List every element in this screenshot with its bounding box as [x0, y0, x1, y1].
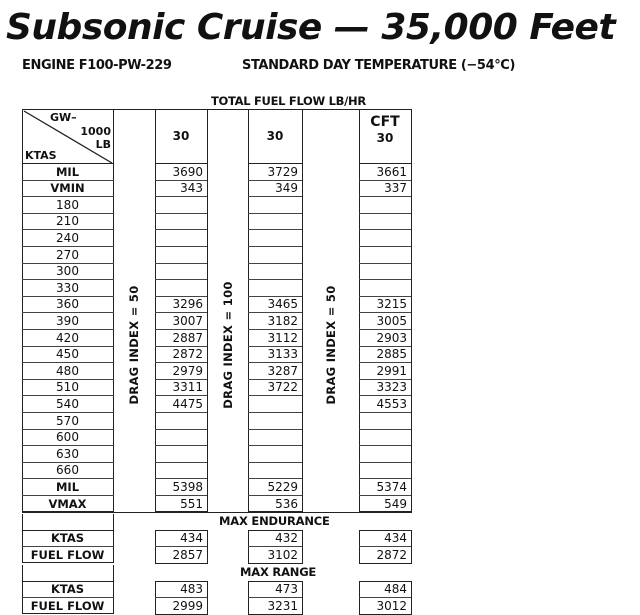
table-cell-value: 3215: [376, 297, 407, 312]
table-cell-value: 343: [180, 181, 203, 196]
table-cell-value: 3007: [172, 313, 203, 328]
table-cell-value: 4475: [172, 396, 203, 411]
row-ktas-label: 450: [56, 347, 79, 362]
section-cell-value: 484: [384, 582, 407, 597]
section-cell-value: 2999: [172, 598, 203, 613]
row-ktas-label: 660: [56, 463, 79, 478]
table-cell-value: 2903: [376, 330, 407, 345]
row-ktas-label: 630: [56, 446, 79, 461]
row-divider: [22, 597, 114, 598]
corner-ktas-label: KTAS: [25, 149, 57, 162]
row-ktas-label: 570: [56, 413, 79, 428]
table-cell-value: 3661: [376, 164, 407, 179]
section-cell-value: 432: [275, 531, 298, 546]
row-divider: [22, 362, 114, 363]
row-divider: [155, 412, 207, 413]
row-divider: [155, 462, 207, 463]
row-divider: [22, 445, 114, 446]
row-divider: [248, 229, 302, 230]
section-cell-value: 483: [180, 582, 203, 597]
row-ktas-label: MIL: [55, 164, 80, 179]
row-ktas-label: 480: [56, 363, 79, 378]
corner-lb-label: LB: [95, 138, 111, 151]
column-header: 30: [172, 129, 190, 143]
row-ktas-label: VMIN: [50, 181, 85, 196]
table-cell-value: 3465: [267, 297, 298, 312]
table-cell-value: 2872: [172, 347, 203, 362]
table-cell-value: 3182: [267, 313, 298, 328]
row-divider: [22, 429, 114, 430]
column-header: CFT: [370, 114, 400, 130]
table-cell-value: 2991: [376, 363, 407, 378]
row-divider: [248, 412, 302, 413]
table-cell-value: 3690: [172, 164, 203, 179]
table-cell-value: 3311: [172, 380, 203, 395]
row-ktas-label: 300: [56, 264, 79, 279]
row-divider: [359, 429, 411, 430]
table-cell-value: 549: [384, 496, 407, 511]
row-divider: [248, 213, 302, 214]
row-divider: [155, 213, 207, 214]
section-cell-value: 3012: [376, 598, 407, 613]
row-ktas-label: VMAX: [48, 496, 87, 511]
row-divider: [22, 462, 114, 463]
row-divider: [22, 263, 114, 264]
row-divider: [248, 429, 302, 430]
table-cell-value: 5229: [267, 479, 298, 494]
table-cell-value: 3323: [376, 380, 407, 395]
row-divider: [248, 246, 302, 247]
row-divider: [155, 429, 207, 430]
row-divider: [22, 412, 114, 413]
row-ktas-label: 180: [56, 197, 79, 212]
row-divider: [248, 445, 302, 446]
row-divider: [22, 346, 114, 347]
table-bottom-line: [22, 512, 412, 513]
row-divider: [248, 196, 302, 197]
table-cell-value: 2979: [172, 363, 203, 378]
section-row-label: KTAS: [50, 531, 85, 546]
row-divider: [359, 462, 411, 463]
table-cell-value: 2885: [376, 347, 407, 362]
table-cell-value: 536: [275, 496, 298, 511]
row-divider: [22, 546, 114, 547]
max_endurance-title: MAX ENDURANCE: [219, 513, 330, 528]
row-divider: [22, 478, 114, 479]
table-cell-value: 3729: [267, 164, 298, 179]
table-cell-value: 337: [384, 181, 407, 196]
row-divider: [248, 395, 302, 396]
drag-index-label: DRAG INDEX = 100: [220, 281, 235, 409]
corner-1000-label: 1000: [80, 125, 111, 138]
row-divider: [22, 329, 114, 330]
section-row-label: KTAS: [50, 582, 85, 597]
table-cell-value: 3133: [267, 347, 298, 362]
section-cell-value: 2857: [172, 547, 203, 562]
row-divider: [22, 312, 114, 313]
row-divider: [22, 196, 114, 197]
row-divider: [22, 395, 114, 396]
table-cell-value: 4553: [376, 396, 407, 411]
section-cell-value: 473: [275, 582, 298, 597]
section-row-label: FUEL FLOW: [30, 598, 105, 613]
row-ktas-label: 420: [56, 330, 79, 345]
row-ktas-label: 210: [56, 214, 79, 229]
row-divider: [359, 279, 411, 280]
table-cell-value: 349: [275, 181, 298, 196]
row-divider: [359, 246, 411, 247]
section-cell-value: 434: [180, 531, 203, 546]
row-divider: [155, 196, 207, 197]
table-cell-value: 3722: [267, 380, 298, 395]
row-ktas-label: 270: [56, 247, 79, 262]
row-ktas-label: MIL: [55, 479, 80, 494]
row-divider: [22, 213, 114, 214]
row-divider: [155, 229, 207, 230]
row-divider: [22, 180, 114, 181]
column-subheader: 30: [376, 131, 394, 145]
table-super-header: TOTAL FUEL FLOW LB/HR: [211, 94, 366, 108]
row-ktas-label: 360: [56, 297, 79, 312]
row-divider: [359, 213, 411, 214]
row-divider: [22, 296, 114, 297]
row-divider: [248, 279, 302, 280]
corner-gw-label: GW–: [50, 111, 77, 124]
table-cell-value: 3296: [172, 297, 203, 312]
row-divider: [359, 263, 411, 264]
row-ktas-label: 510: [56, 380, 79, 395]
row-divider: [155, 246, 207, 247]
table-cell-value: 3287: [267, 363, 298, 378]
row-ktas-label: 240: [56, 230, 79, 245]
table-cell-value: 5398: [172, 479, 203, 494]
max_range-title: MAX RANGE: [240, 564, 317, 579]
row-ktas-label: 330: [56, 280, 79, 295]
row-divider: [22, 279, 114, 280]
row-divider: [359, 412, 411, 413]
table-cell-value: 551: [180, 496, 203, 511]
page-title: Subsonic Cruise — 35,000 Feet: [6, 7, 616, 48]
row-divider: [22, 229, 114, 230]
row-divider: [155, 445, 207, 446]
row-divider: [248, 462, 302, 463]
section-cell-value: 434: [384, 531, 407, 546]
table-cell-value: 3005: [376, 313, 407, 328]
row-divider: [248, 263, 302, 264]
row-divider: [22, 379, 114, 380]
conditions-label: STANDARD DAY TEMPERATURE (−54°C): [242, 58, 515, 73]
section-row-label: FUEL FLOW: [30, 547, 105, 562]
column-header: 30: [266, 129, 284, 143]
section-cell-value: 3231: [267, 598, 298, 613]
row-divider: [22, 246, 114, 247]
drag-index-label: DRAG INDEX = 50: [127, 285, 141, 405]
section-cell-value: 3102: [267, 547, 298, 562]
row-divider: [22, 495, 114, 496]
section-cell-value: 2872: [376, 547, 407, 562]
row-divider: [155, 263, 207, 264]
engine-label: ENGINE F100-PW-229: [22, 58, 172, 73]
row-divider: [359, 445, 411, 446]
row-ktas-label: 390: [56, 313, 79, 328]
row-divider: [359, 196, 411, 197]
table-cell-value: 3112: [267, 330, 298, 345]
row-divider: [155, 279, 207, 280]
row-ktas-label: 540: [56, 396, 79, 411]
row-divider: [359, 229, 411, 230]
table-cell-value: 2887: [172, 330, 203, 345]
drag-index-label: DRAG INDEX = 50: [323, 285, 338, 405]
table-cell-value: 5374: [376, 479, 407, 494]
row-ktas-label: 600: [56, 430, 79, 445]
